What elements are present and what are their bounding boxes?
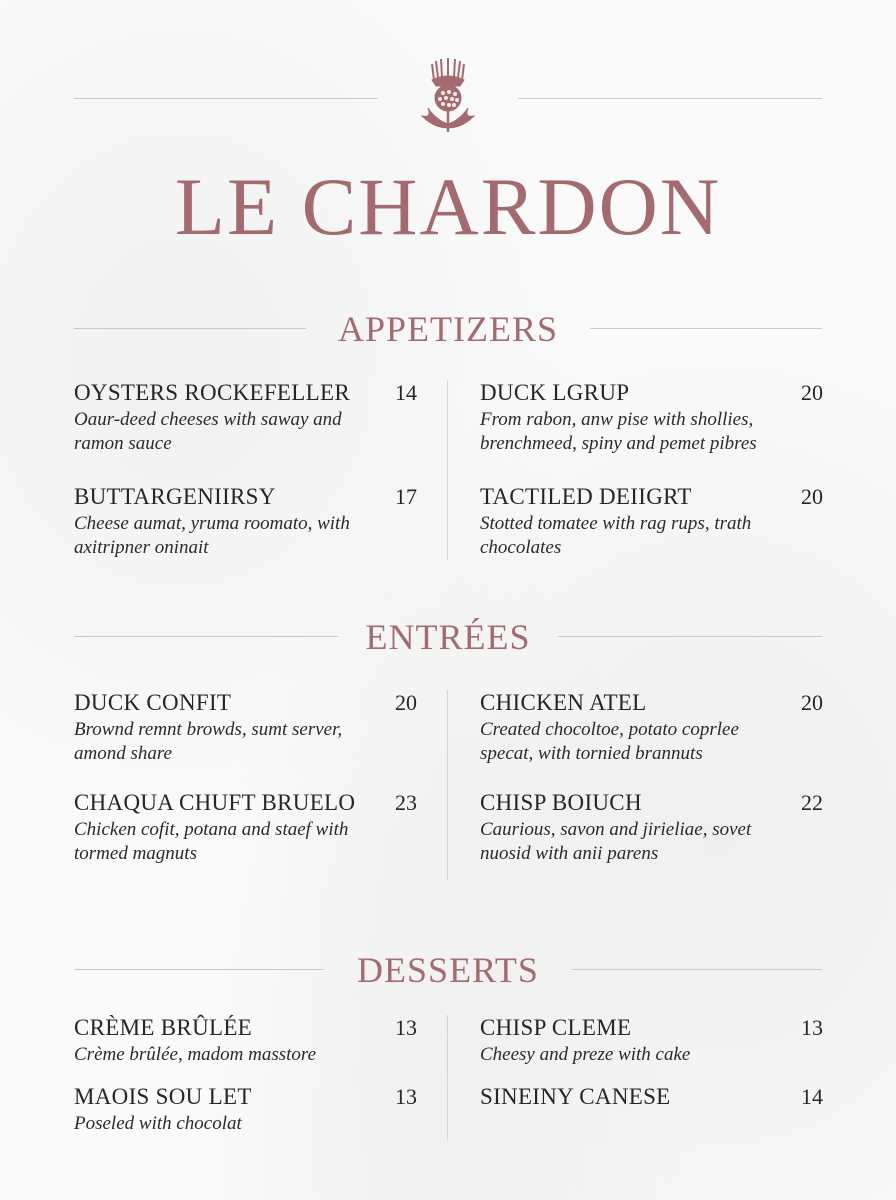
item-name: SINEINY CANESE <box>480 1084 671 1109</box>
menu-item <box>74 380 417 456</box>
menu-item <box>74 484 417 560</box>
item-name: CHISP BOIUCH <box>480 790 642 815</box>
item-price: 23 <box>395 790 417 815</box>
menu-item <box>74 690 417 766</box>
item-name: BUTTARGENIIRSY <box>74 484 276 509</box>
item-name: DUCK CONFIT <box>74 690 232 715</box>
restaurant-title: LE CHARDON <box>174 161 722 252</box>
item-desc: Chicken cofit, potana and staef with tormed magnuts <box>74 819 349 864</box>
section-title-appetizers: APPETIZERS <box>337 309 559 349</box>
item-desc: Cheese aumat, yruma roomato, with axitripner oninait <box>74 513 350 558</box>
item-price: 13 <box>801 1015 823 1040</box>
item-price: 13 <box>395 1015 417 1040</box>
item-desc: Created chocoltoe, potato coprlee specat, with tornied brannuts <box>480 719 739 764</box>
column-divider <box>447 690 448 880</box>
item-price: 22 <box>801 790 823 815</box>
item-price: 20 <box>395 690 417 715</box>
item-name: TACTILED DEIIGRT <box>480 484 692 509</box>
column-divider <box>447 380 448 560</box>
column-divider <box>447 1015 448 1140</box>
item-desc: Brownd remnt browds, sumt server, amond share <box>74 719 343 764</box>
item-name: CHAQUA CHUFT BRUELO <box>74 790 356 815</box>
section-title-desserts: DESSERTS <box>357 950 539 990</box>
item-desc: Stotted tomatee with rag rups, trath chocolates <box>480 513 752 558</box>
menu-item <box>480 484 823 560</box>
menu-item <box>74 1084 417 1136</box>
item-desc: Cheesy and preze with cake <box>480 1044 691 1065</box>
section-title-entrees: ENTRÉES <box>365 617 531 657</box>
item-desc: Oaur-deed cheeses with saway and ramon sauce <box>74 409 342 454</box>
menu-item <box>480 790 823 866</box>
item-name: OYSTERS ROCKEFELLER <box>74 380 350 405</box>
item-price: 17 <box>395 484 417 509</box>
item-desc: Poseled with chocolat <box>74 1113 242 1134</box>
item-desc: Caurious, savon and jirieliae, sovet nuosid with anii parens <box>480 819 752 864</box>
item-price: 20 <box>801 690 823 715</box>
item-price: 20 <box>801 484 823 509</box>
item-name: MAOIS SOU LET <box>74 1084 252 1109</box>
item-name: CHICKEN ATEL <box>480 690 647 715</box>
item-desc: From rabon, anw pise with shollies, brenchmeed, spiny and pemet pibres <box>480 409 757 454</box>
thistle-icon <box>414 58 482 134</box>
item-price: 13 <box>395 1084 417 1109</box>
item-name: DUCK LGRUP <box>480 380 630 405</box>
menu-item <box>480 380 823 456</box>
item-desc: Crème brûlée, madom masstore <box>74 1044 317 1065</box>
menu-item <box>480 690 823 766</box>
item-name: CHISP CLEME <box>480 1015 632 1040</box>
item-name: CRÈME BRÛLÉE <box>74 1015 253 1040</box>
menu-item <box>74 1015 417 1067</box>
item-price: 14 <box>801 1084 823 1109</box>
menu-item <box>480 1015 823 1067</box>
header-rule-left <box>74 98 378 99</box>
menu-item <box>480 1084 823 1112</box>
menu-item <box>74 790 417 866</box>
item-price: 14 <box>395 380 417 405</box>
item-price: 20 <box>801 380 823 405</box>
header-rule-right <box>518 98 822 99</box>
